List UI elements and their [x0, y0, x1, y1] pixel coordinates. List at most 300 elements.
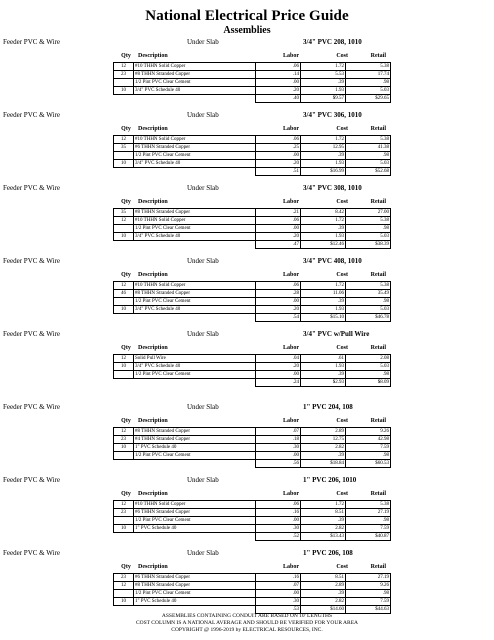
page-subtitle: Assemblies [223, 25, 271, 36]
item-labor: .30 [256, 525, 301, 533]
table-row [114, 428, 391, 436]
section-title: 1" PVC 204, 108 [303, 403, 353, 411]
item-cost: .39 [301, 79, 346, 87]
section-category: Feeder PVC & Wire [3, 184, 60, 192]
assembly-section [0, 37, 494, 110]
item-retail: 41.38 [346, 144, 391, 152]
item-labor: .00 [256, 225, 301, 233]
section-category: Feeder PVC & Wire [3, 476, 60, 484]
item-labor: .06 [256, 501, 301, 509]
item-qty: 46 [114, 290, 134, 298]
assembly-section [0, 402, 494, 475]
column-header-cost: Cost [336, 345, 348, 351]
section-title: 3/4" PVC 208, 1010 [303, 38, 362, 46]
item-retail: 5.03 [346, 363, 391, 371]
item-cost: 1.93 [301, 87, 346, 95]
column-header-qty: Qty [121, 564, 131, 570]
item-retail: 5.03 [346, 160, 391, 168]
item-retail: 5.38 [346, 63, 391, 71]
item-qty [114, 298, 134, 306]
item-cost: 2.89 [301, 582, 346, 590]
column-header-qty: Qty [121, 199, 131, 205]
item-labor: .20 [256, 233, 301, 241]
column-header-qty: Qty [121, 126, 131, 132]
column-header-qty: Qty [121, 345, 131, 351]
column-headers [0, 50, 494, 62]
totals-row [114, 379, 391, 387]
item-description: 3/4" PVC Schedule 40 [134, 87, 256, 95]
item-qty: 23 [114, 436, 134, 444]
section-header [0, 402, 494, 414]
table-row [114, 209, 391, 217]
item-qty [114, 152, 134, 160]
item-retail: .98 [346, 452, 391, 460]
totals-spacer [134, 95, 256, 103]
item-cost: .39 [301, 371, 346, 379]
footer-line: COPYRIGHT @ 1996-2019 by ELECTRICAL RESOURCES, INC. [171, 627, 323, 633]
table-row [114, 63, 391, 71]
section-category: Feeder PVC & Wire [3, 330, 60, 338]
table-row [114, 152, 391, 160]
total-labor: .53 [256, 606, 301, 614]
page-title: National Electrical Price Guide [145, 8, 349, 24]
column-header-qty: Qty [121, 272, 131, 278]
item-cost: 1.72 [301, 282, 346, 290]
totals-row [114, 168, 391, 176]
column-header-description: Description [138, 53, 168, 59]
item-labor: .20 [256, 87, 301, 95]
column-header-labor: Labor [282, 564, 299, 570]
table-row [114, 590, 391, 598]
item-description: #6 THHN Stranded Copper [134, 574, 256, 582]
item-labor: .20 [256, 306, 301, 314]
item-qty: 10 [114, 525, 134, 533]
items-table [113, 427, 391, 468]
item-qty: 23 [114, 509, 134, 517]
item-qty: 12 [114, 582, 134, 590]
item-description: 3/4" PVC Schedule 40 [134, 233, 256, 241]
total-retail: $40.87 [346, 533, 391, 541]
item-cost: 8.42 [301, 209, 346, 217]
total-retail: $29.65 [346, 95, 391, 103]
column-header-description: Description [138, 418, 168, 424]
section-install-type: Under Slab [187, 184, 219, 192]
section-title: 3/4" PVC 308, 1010 [303, 184, 362, 192]
item-cost: 2.82 [301, 444, 346, 452]
column-header-qty: Qty [121, 53, 131, 59]
table-row [114, 355, 391, 363]
item-qty [114, 590, 134, 598]
column-headers [0, 415, 494, 427]
item-labor: .25 [256, 144, 301, 152]
item-retail: .98 [346, 371, 391, 379]
item-labor: .07 [256, 428, 301, 436]
total-cost: $9.57 [301, 95, 346, 103]
totals-spacer [114, 95, 134, 103]
table-row [114, 517, 391, 525]
item-retail: .98 [346, 298, 391, 306]
totals-row [114, 314, 391, 322]
items-table [113, 135, 391, 176]
section-category: Feeder PVC & Wire [3, 403, 60, 411]
column-header-cost: Cost [336, 272, 348, 278]
item-description: #4 THHN Stranded Copper [134, 436, 256, 444]
column-header-retail: Retail [370, 345, 386, 351]
table-row [114, 144, 391, 152]
table-row [114, 598, 391, 606]
table-row [114, 363, 391, 371]
item-description: 3/4" PVC Schedule 40 [134, 363, 256, 371]
totals-spacer [114, 533, 134, 541]
item-qty: 12 [114, 428, 134, 436]
item-cost: .39 [301, 152, 346, 160]
item-retail: 5.03 [346, 306, 391, 314]
table-row [114, 233, 391, 241]
totals-spacer [134, 314, 256, 322]
column-header-cost: Cost [336, 491, 348, 497]
item-description: 1" PVC Schedule 40 [134, 525, 256, 533]
column-header-labor: Labor [282, 418, 299, 424]
item-qty: 23 [114, 71, 134, 79]
total-labor: .40 [256, 95, 301, 103]
column-header-retail: Retail [370, 272, 386, 278]
table-row [114, 71, 391, 79]
item-labor: .20 [256, 363, 301, 371]
column-header-cost: Cost [336, 199, 348, 205]
section-header [0, 329, 494, 341]
table-row [114, 509, 391, 517]
total-cost: $2.93 [301, 379, 346, 387]
item-retail: 5.38 [346, 217, 391, 225]
footer-line: ASSEMBLIES CONTAINING CONDUIT ARE BASED ON 10' LENGTHS [161, 613, 333, 619]
table-row [114, 282, 391, 290]
totals-spacer [134, 460, 256, 468]
item-cost: .61 [301, 355, 346, 363]
item-cost: .39 [301, 590, 346, 598]
item-qty: 10 [114, 306, 134, 314]
item-description: 1/2 Pint PVC Clear Cement [134, 517, 256, 525]
item-cost: 12.95 [301, 144, 346, 152]
section-install-type: Under Slab [187, 476, 219, 484]
total-labor: .24 [256, 379, 301, 387]
total-retail: $44.63 [346, 606, 391, 614]
footer-line: COST COLUMN IS A NATIONAL AVERAGE AND SHOULD BE VERIFIED FOR YOUR AREA [135, 620, 359, 626]
item-cost: 1.72 [301, 501, 346, 509]
item-retail: 9.26 [346, 582, 391, 590]
item-retail: 27.19 [346, 574, 391, 582]
item-retail: 7.59 [346, 525, 391, 533]
item-retail: 9.26 [346, 428, 391, 436]
item-labor: .06 [256, 63, 301, 71]
assembly-section [0, 475, 494, 548]
item-labor: .06 [256, 136, 301, 144]
item-description: 3/4" PVC Schedule 40 [134, 306, 256, 314]
item-cost: 1.93 [301, 233, 346, 241]
item-labor: .30 [256, 598, 301, 606]
table-row [114, 136, 391, 144]
totals-spacer [114, 379, 134, 387]
item-description: #10 THHN Solid Copper [134, 217, 256, 225]
total-retail: $52.68 [346, 168, 391, 176]
item-labor: .00 [256, 517, 301, 525]
total-labor: .56 [256, 460, 301, 468]
section-install-type: Under Slab [187, 38, 219, 46]
item-cost: .39 [301, 225, 346, 233]
items-table [113, 573, 391, 614]
item-description: 1" PVC Schedule 40 [134, 444, 256, 452]
section-header [0, 548, 494, 560]
section-install-type: Under Slab [187, 111, 219, 119]
item-retail: 27.19 [346, 509, 391, 517]
item-labor: .00 [256, 371, 301, 379]
item-labor: .30 [256, 444, 301, 452]
item-qty: 12 [114, 63, 134, 71]
assembly-section [0, 548, 494, 621]
totals-spacer [114, 460, 134, 468]
item-description: 1/2 Pint PVC Clear Cement [134, 298, 256, 306]
item-cost: 2.82 [301, 525, 346, 533]
item-cost: .39 [301, 298, 346, 306]
section-title: 1" PVC 206, 108 [303, 549, 353, 557]
item-qty: 10 [114, 87, 134, 95]
item-retail: .98 [346, 590, 391, 598]
item-labor: .28 [256, 290, 301, 298]
item-qty: 12 [114, 217, 134, 225]
items-table [113, 208, 391, 249]
item-qty: 10 [114, 160, 134, 168]
column-header-description: Description [138, 199, 168, 205]
items-table [113, 281, 391, 322]
table-row [114, 574, 391, 582]
total-labor: .47 [256, 241, 301, 249]
item-description: 1/2 Pint PVC Clear Cement [134, 225, 256, 233]
table-row [114, 582, 391, 590]
item-retail: 5.38 [346, 136, 391, 144]
table-row [114, 225, 391, 233]
item-labor: .14 [256, 71, 301, 79]
item-description: 1/2 Pint PVC Clear Cement [134, 452, 256, 460]
items-table [113, 354, 391, 387]
column-header-description: Description [138, 126, 168, 132]
item-labor: .18 [256, 436, 301, 444]
item-retail: 5.38 [346, 501, 391, 509]
item-qty: 23 [114, 574, 134, 582]
item-cost: 2.82 [301, 598, 346, 606]
table-row [114, 452, 391, 460]
column-headers [0, 488, 494, 500]
item-cost: 8.51 [301, 574, 346, 582]
column-header-labor: Labor [282, 272, 299, 278]
section-header [0, 256, 494, 268]
item-retail: 35.49 [346, 290, 391, 298]
section-install-type: Under Slab [187, 330, 219, 338]
column-header-description: Description [138, 345, 168, 351]
total-retail: $38.39 [346, 241, 391, 249]
item-description: #8 THHN Stranded Copper [134, 428, 256, 436]
item-description: Solid Pull Wire [134, 355, 256, 363]
column-headers [0, 196, 494, 208]
column-header-cost: Cost [336, 418, 348, 424]
totals-spacer [134, 241, 256, 249]
totals-row [114, 460, 391, 468]
item-retail: 2.08 [346, 355, 391, 363]
total-labor: .52 [256, 533, 301, 541]
section-install-type: Under Slab [187, 257, 219, 265]
item-labor: .00 [256, 298, 301, 306]
total-cost: $14.60 [301, 606, 346, 614]
item-qty: 10 [114, 233, 134, 241]
column-header-cost: Cost [336, 53, 348, 59]
item-cost: 1.93 [301, 306, 346, 314]
item-description: #10 THHN Solid Copper [134, 282, 256, 290]
item-cost: 1.72 [301, 136, 346, 144]
item-labor: .00 [256, 452, 301, 460]
section-category: Feeder PVC & Wire [3, 38, 60, 46]
item-qty: 12 [114, 136, 134, 144]
table-row [114, 525, 391, 533]
page-footer [0, 613, 494, 634]
item-retail: 7.59 [346, 444, 391, 452]
column-headers [0, 123, 494, 135]
item-qty: 12 [114, 501, 134, 509]
item-retail: 17.74 [346, 71, 391, 79]
table-row [114, 290, 391, 298]
section-category: Feeder PVC & Wire [3, 257, 60, 265]
column-header-retail: Retail [370, 126, 386, 132]
item-qty: 10 [114, 444, 134, 452]
item-cost: 1.93 [301, 160, 346, 168]
column-header-labor: Labor [282, 199, 299, 205]
total-cost: $13.43 [301, 533, 346, 541]
item-retail: .98 [346, 79, 391, 87]
column-header-qty: Qty [121, 418, 131, 424]
item-qty: 12 [114, 355, 134, 363]
table-row [114, 436, 391, 444]
column-header-retail: Retail [370, 418, 386, 424]
table-row [114, 87, 391, 95]
item-labor: .07 [256, 582, 301, 590]
totals-spacer [114, 168, 134, 176]
column-header-labor: Labor [282, 126, 299, 132]
table-row [114, 371, 391, 379]
section-title: 3/4" PVC w/Pull Wire [303, 330, 370, 338]
totals-row [114, 95, 391, 103]
totals-spacer [134, 168, 256, 176]
section-install-type: Under Slab [187, 549, 219, 557]
total-retail: $60.53 [346, 460, 391, 468]
item-labor: .00 [256, 152, 301, 160]
item-labor: .06 [256, 282, 301, 290]
assembly-section [0, 256, 494, 329]
section-category: Feeder PVC & Wire [3, 549, 60, 557]
table-row [114, 298, 391, 306]
item-labor: .16 [256, 509, 301, 517]
assembly-section [0, 329, 494, 402]
item-description: #6 THHN Stranded Copper [134, 509, 256, 517]
item-qty: 35 [114, 209, 134, 217]
item-cost: 8.51 [301, 509, 346, 517]
item-qty [114, 452, 134, 460]
item-labor: .00 [256, 79, 301, 87]
total-labor: .54 [256, 314, 301, 322]
item-qty: 10 [114, 598, 134, 606]
item-cost: 1.72 [301, 217, 346, 225]
item-retail: .98 [346, 152, 391, 160]
item-cost: 1.72 [301, 63, 346, 71]
item-qty [114, 517, 134, 525]
assembly-section [0, 183, 494, 256]
item-qty [114, 79, 134, 87]
column-header-labor: Labor [282, 53, 299, 59]
item-description: 1/2 Pint PVC Clear Cement [134, 590, 256, 598]
item-description: 3/4" PVC Schedule 40 [134, 160, 256, 168]
totals-spacer [114, 241, 134, 249]
section-category: Feeder PVC & Wire [3, 111, 60, 119]
item-cost: 1.93 [301, 363, 346, 371]
assembly-section [0, 110, 494, 183]
item-retail: 27.00 [346, 209, 391, 217]
item-description: #8 THHN Stranded Copper [134, 290, 256, 298]
column-headers [0, 269, 494, 281]
table-row [114, 306, 391, 314]
item-labor: .20 [256, 160, 301, 168]
column-headers [0, 342, 494, 354]
column-header-retail: Retail [370, 564, 386, 570]
section-title: 3/4" PVC 306, 1010 [303, 111, 362, 119]
section-header [0, 183, 494, 195]
item-qty: 12 [114, 282, 134, 290]
section-header [0, 475, 494, 487]
item-retail: 42.98 [346, 436, 391, 444]
column-headers [0, 561, 494, 573]
item-qty [114, 371, 134, 379]
total-retail: $46.78 [346, 314, 391, 322]
table-row [114, 79, 391, 87]
item-cost: .39 [301, 517, 346, 525]
section-title: 1" PVC 206, 1010 [303, 476, 357, 484]
item-retail: .98 [346, 225, 391, 233]
item-retail: 5.03 [346, 87, 391, 95]
item-cost: 5.53 [301, 71, 346, 79]
section-header [0, 110, 494, 122]
item-qty [114, 225, 134, 233]
item-labor: .21 [256, 209, 301, 217]
item-labor: .06 [256, 217, 301, 225]
column-header-retail: Retail [370, 491, 386, 497]
column-header-qty: Qty [121, 491, 131, 497]
item-labor: .00 [256, 590, 301, 598]
assembly-sections [0, 37, 494, 621]
items-table [113, 62, 391, 103]
column-header-cost: Cost [336, 126, 348, 132]
column-header-labor: Labor [282, 345, 299, 351]
item-cost: 12.75 [301, 436, 346, 444]
item-cost: .39 [301, 452, 346, 460]
item-description: #10 THHN Solid Copper [134, 136, 256, 144]
totals-row [114, 533, 391, 541]
total-cost: $16.99 [301, 168, 346, 176]
column-header-description: Description [138, 491, 168, 497]
items-table [113, 500, 391, 541]
column-header-retail: Retail [370, 53, 386, 59]
item-cost: 11.06 [301, 290, 346, 298]
item-qty: 35 [114, 144, 134, 152]
total-cost: $18.84 [301, 460, 346, 468]
item-description: 1/2 Pint PVC Clear Cement [134, 79, 256, 87]
item-labor: .16 [256, 574, 301, 582]
total-cost: $15.10 [301, 314, 346, 322]
item-labor: .04 [256, 355, 301, 363]
